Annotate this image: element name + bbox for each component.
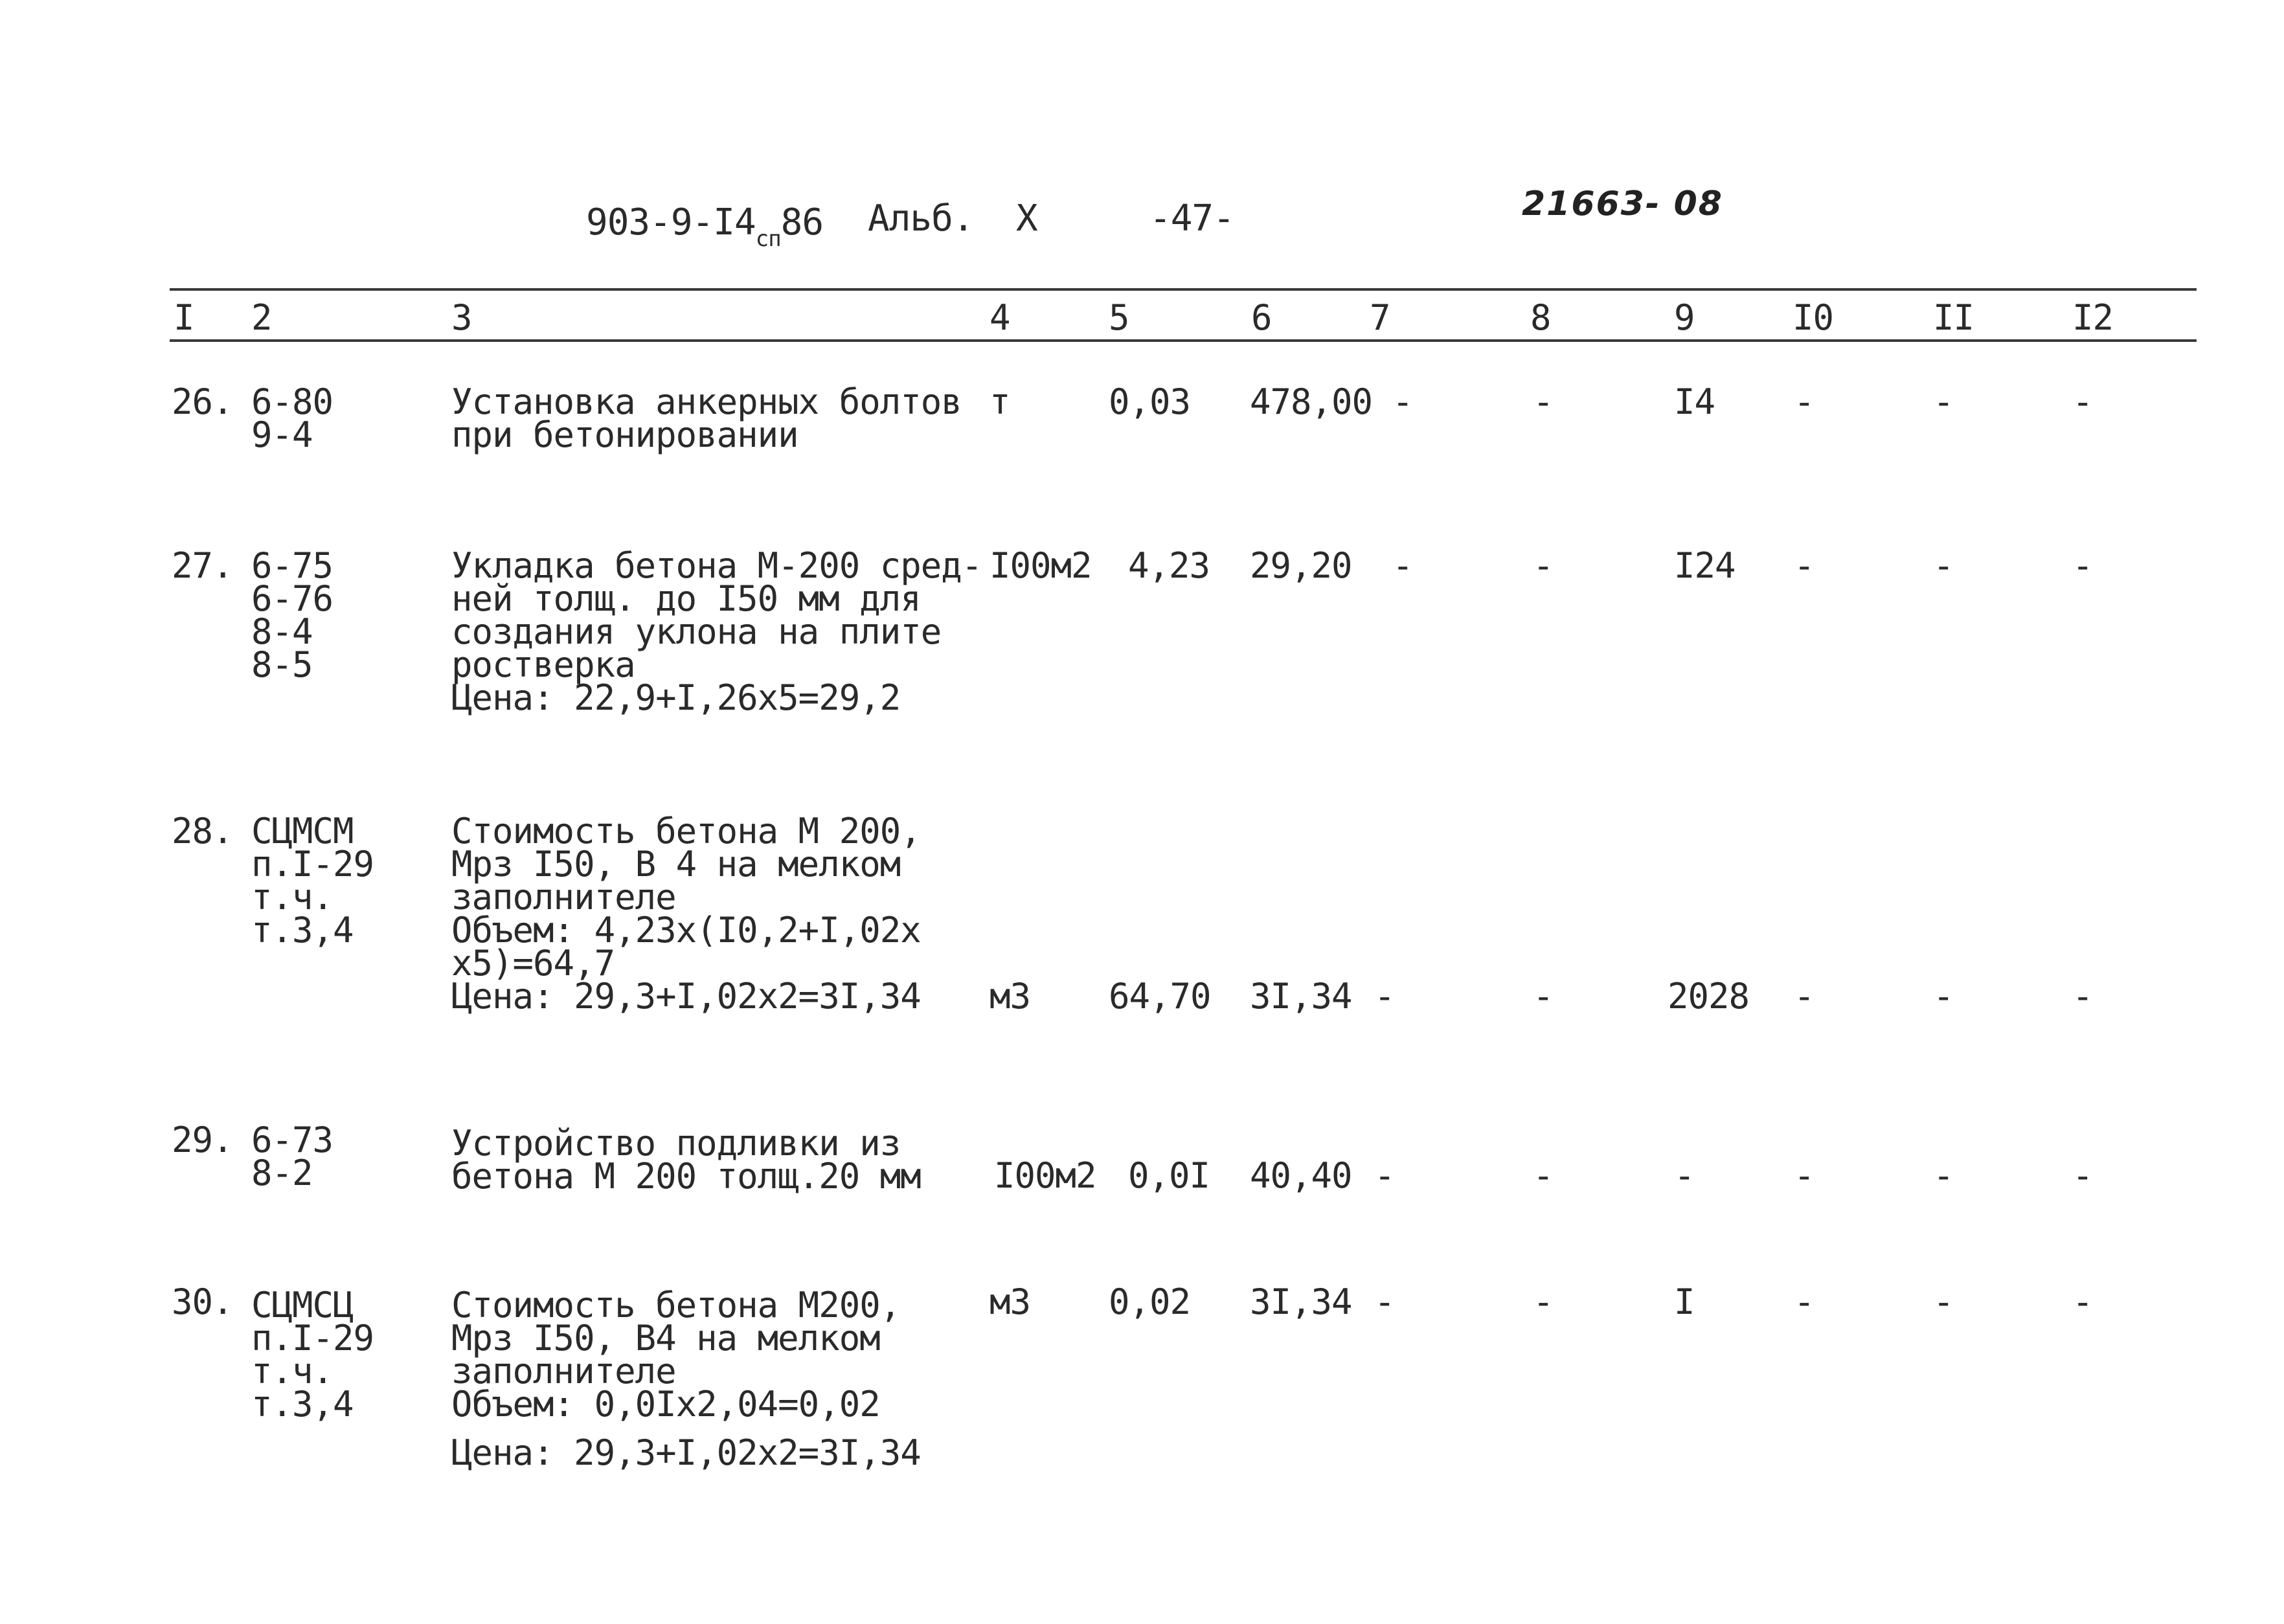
row-code: СЦМСЦ п.I-29 т.ч. т.3,4 (251, 1285, 374, 1425)
row-col11: - (1933, 1281, 1954, 1322)
doc-code-subscript: сп (755, 226, 781, 252)
col-header-12: I2 (2072, 297, 2114, 338)
col-header-5: 5 (1109, 297, 1129, 338)
row-description: Устройство подливки из бетона М 200 толщ.20 мм (451, 1123, 921, 1197)
row-col12: - (2072, 1281, 2093, 1322)
row-col11: - (1933, 976, 1954, 1017)
row-col9: I (1674, 1281, 1695, 1322)
row-price: 40,40 (1250, 1155, 1352, 1196)
row-description: Стоимость бетона М 200, Мрз I50, В 4 на мелком заполнителе Объем: 4,23х(I0,2+I,02х х5)=64,7 Цена: 29,3+I,02х2=3I,34 (451, 811, 921, 1017)
header-bottom-rule (170, 339, 2197, 342)
album-label: Альб. X (868, 197, 1037, 240)
row-col7: - (1374, 1155, 1395, 1196)
col-header-8: 8 (1530, 297, 1551, 338)
row-col7: - (1392, 381, 1413, 422)
row-col9: I4 (1674, 381, 1715, 422)
row-col8: - (1533, 381, 1554, 422)
row-col7: - (1374, 1281, 1395, 1322)
col-header-1: I (174, 297, 194, 338)
row-unit: т (989, 381, 1010, 422)
row-unit: I00м2 (994, 1155, 1096, 1196)
row-col10: - (1794, 1281, 1815, 1322)
row-col8: - (1533, 545, 1554, 586)
row-col9: I24 (1674, 545, 1736, 586)
row-number: 30. (172, 1281, 233, 1322)
col-header-4: 4 (989, 297, 1010, 338)
row-quantity: 0,0I (1128, 1155, 1210, 1196)
row-price: 478,00 (1250, 381, 1373, 422)
col-header-7: 7 (1370, 297, 1390, 338)
row-code: 6-75 6-76 8-4 8-5 (251, 545, 334, 685)
row-col8: - (1533, 976, 1554, 1017)
row-number: 26. (172, 381, 233, 422)
row-quantity: 0,02 (1109, 1281, 1191, 1322)
row-number: 29. (172, 1120, 233, 1160)
header-top-rule (170, 288, 2197, 291)
row-col9: - (1674, 1155, 1695, 1196)
col-header-9: 9 (1674, 297, 1695, 338)
row-col10: - (1794, 545, 1815, 586)
row-price: 3I,34 (1250, 1281, 1352, 1322)
row-col9: 2028 (1668, 976, 1750, 1017)
row-code: 6-80 9-4 (251, 381, 334, 455)
row-col12: - (2072, 1155, 2093, 1196)
row-code: 6-73 8-2 (251, 1120, 334, 1193)
row-description: Стоимость бетона М200, Мрз I50, В4 на мелком заполнителе Объем: 0,0Iх2,04=0,02 (451, 1285, 901, 1425)
col-header-2: 2 (251, 297, 272, 338)
row-number: 27. (172, 545, 233, 586)
row-number: 28. (172, 811, 233, 851)
row-price: 3I,34 (1250, 976, 1352, 1017)
row-col11: - (1933, 381, 1954, 422)
row-col11: - (1933, 1155, 1954, 1196)
row-col7: - (1374, 976, 1395, 1017)
stamp-number: 21663- 08 (1522, 185, 1723, 223)
row-col12: - (2072, 976, 2093, 1017)
col-header-6: 6 (1251, 297, 1272, 338)
row-col11: - (1933, 545, 1954, 586)
row-unit: м3 (989, 1281, 1031, 1322)
row-quantity: 64,70 (1109, 976, 1211, 1017)
row-code: СЦМСМ п.I-29 т.ч. т.3,4 (251, 811, 374, 951)
row-col8: - (1533, 1155, 1554, 1196)
page-number: -47- (1149, 197, 1234, 240)
row-col12: - (2072, 545, 2093, 586)
row-col10: - (1794, 976, 1815, 1017)
row-quantity: 0,03 (1109, 381, 1191, 422)
row-description: Установка анкерных болтов при бетонировании (451, 381, 962, 455)
row-quantity: 4,23 (1128, 545, 1210, 586)
row-col10: - (1794, 1155, 1815, 1196)
row-col8: - (1533, 1281, 1554, 1322)
row-col7: - (1392, 545, 1413, 586)
row-price: 29,20 (1250, 545, 1352, 586)
row-description-price: Цена: 29,3+I,02х2=3I,34 (451, 1432, 921, 1473)
row-unit: I00м2 (989, 545, 1092, 586)
col-header-10: I0 (1792, 297, 1834, 338)
row-description: Укладка бетона М-200 сред- ней толщ. до I50 мм для создания уклона на плите ростверка Цена: 22,9+I,26х5=29,2 (451, 545, 982, 718)
row-col10: - (1794, 381, 1815, 422)
col-header-11: II (1933, 297, 1974, 338)
doc-code: $903-9-I4_{сп}86$ (586, 201, 824, 252)
row-col12: - (2072, 381, 2093, 422)
col-header-3: 3 (451, 297, 472, 338)
row-unit: м3 (989, 976, 1031, 1017)
